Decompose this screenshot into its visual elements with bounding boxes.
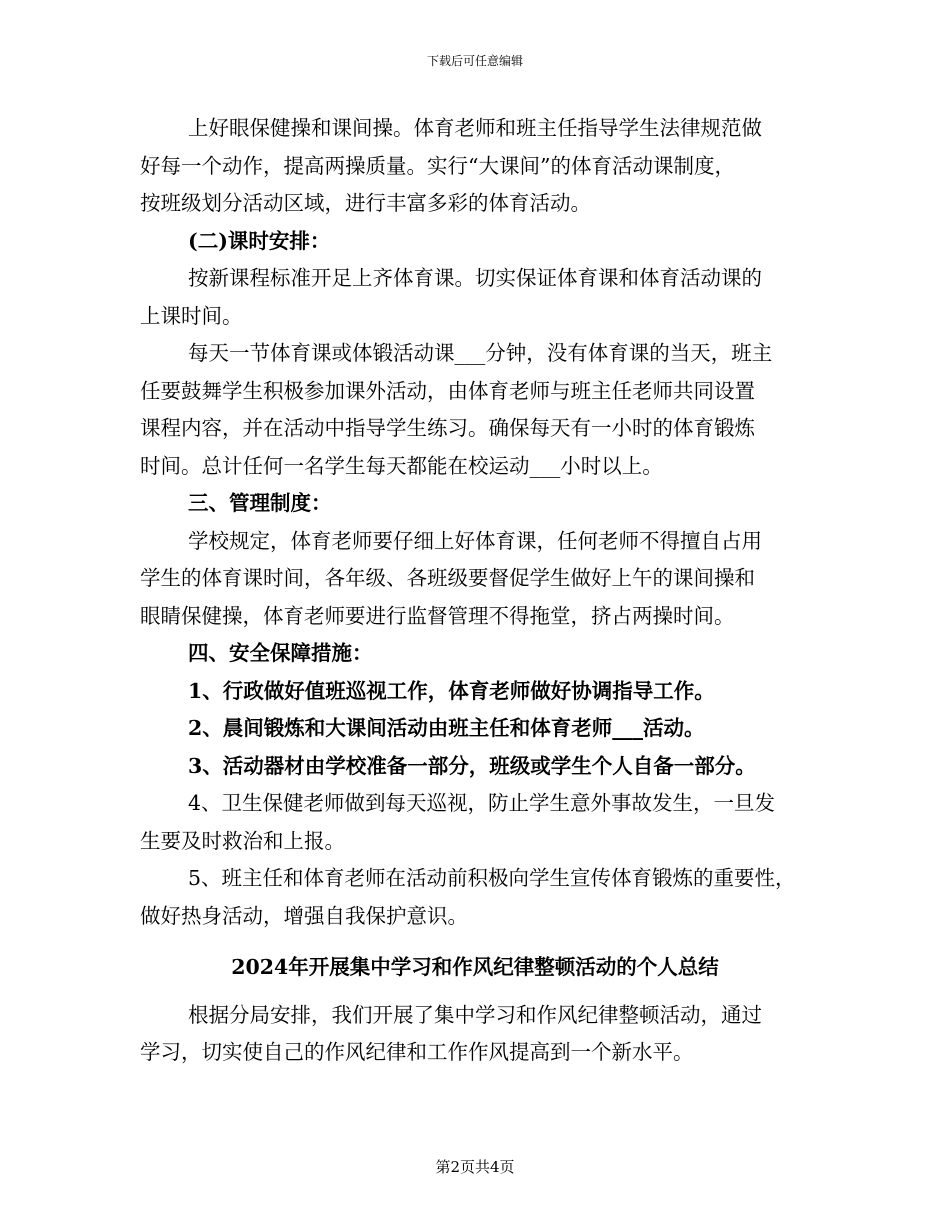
text-line: 按新课程标准开足上齐体育课。切实保证体育课和体育活动课的	[188, 266, 762, 290]
text-line: 三、管理制度：	[188, 491, 332, 515]
text-line: 学生的体育课时间，各年级、各班级要督促学生做好上午的课间操和	[140, 566, 755, 590]
page-header: 下载后可任意编辑	[426, 54, 523, 68]
text-line: 4、卫生保健老师做到每天巡视，防止学生意外事故发生，一旦发	[188, 791, 776, 815]
text-line: 学校规定，体育老师要仔细上好体育课，任何老师不得擅自占用	[188, 528, 762, 553]
text-line: 按班级划分活动区域，进行丰富多彩的体育活动。	[140, 191, 591, 215]
document-body	[140, 110, 830, 1072]
text-line: 眼睛保健操，体育老师要进行监督管理不得拖堂，挤占两操时间。	[140, 603, 735, 628]
text-line: 上课时间。	[140, 303, 243, 328]
text-line: 好每一个动作，提高两操质量。实行“大课间”的体育活动课制度，	[140, 153, 735, 178]
text-line: 2、晨间锻炼和大课间活动由班主任和体育老师___活动。	[188, 716, 705, 740]
text-line: 5、班主任和体育老师在活动前积极向学生宣传体育锻炼的重要性，	[188, 866, 796, 890]
text-line: 课程内容，并在活动中指导学生练习。确保每天有一小时的体育锻炼	[140, 416, 755, 440]
text-line: (二)课时安排：	[188, 228, 331, 253]
text-line: 做好热身活动，增强自我保护意识。	[140, 903, 468, 928]
page-footer: 第2页共4页	[435, 1158, 515, 1176]
text-line: 四、安全保障措施：	[188, 641, 373, 665]
text-line: 任要鼓舞学生积极参加课外活动，由体育老师与班主任老师共同设置	[140, 378, 755, 403]
text-line: 每天一节体育课或体锻活动课___分钟，没有体育课的当天，班主	[188, 341, 773, 365]
text-line: 上好眼保健操和课间操。体育老师和班主任指导学生法律规范做	[188, 116, 762, 140]
text-line: 生要及时救治和上报。	[140, 828, 345, 853]
text-line: 学习，切实使自己的作风纪律和工作作风提高到一个新水平。	[140, 1040, 694, 1064]
section-title: 2024年开展集中学习和作风纪律整顿活动的个人总结	[231, 955, 719, 979]
text-line: 1、行政做好值班巡视工作，体育老师做好协调指导工作。	[188, 678, 715, 703]
paragraph-block	[140, 110, 830, 935]
text-line: 3、活动器材由学校准备一部分，班级或学生个人自备一部分。	[188, 753, 756, 778]
text-line: 根据分局安排，我们开展了集中学习和作风纪律整顿活动，通过	[188, 1002, 762, 1027]
paragraph-block-after-title	[140, 997, 830, 1072]
text-line: 时间。总计任何一名学生每天都能在校运动___小时以上。	[140, 453, 663, 478]
